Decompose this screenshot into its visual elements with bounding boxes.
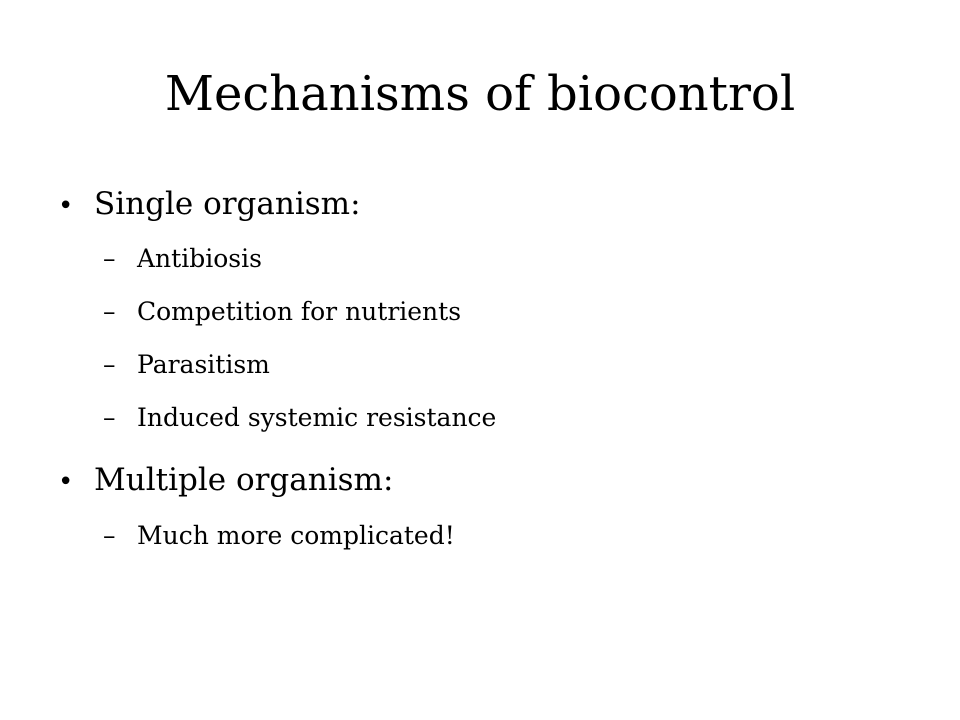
sub-item-text: Competition for nutrients <box>137 297 462 326</box>
sub-item-parasitism <box>103 349 270 381</box>
sub-item-text: Parasitism <box>137 350 270 379</box>
sub-item-complicated <box>103 520 455 552</box>
bullet-marker: • <box>58 191 74 221</box>
dash-marker: – <box>103 350 116 379</box>
bullet-text: Single organism: <box>94 186 361 222</box>
sub-item-text: Much more complicated! <box>137 521 455 550</box>
sub-item-induced-resistance <box>103 402 496 434</box>
bullet-marker: • <box>58 467 74 497</box>
sub-item-text: Antibiosis <box>137 244 262 273</box>
bullet-single-organism <box>58 184 361 226</box>
bullet-multiple-organism <box>58 460 393 502</box>
sub-item-antibiosis <box>103 243 262 275</box>
dash-marker: – <box>103 521 116 550</box>
dash-marker: – <box>103 403 116 432</box>
sub-item-competition <box>103 296 461 328</box>
dash-marker: – <box>103 297 116 326</box>
dash-marker: – <box>103 244 116 273</box>
slide-title: Mechanisms of biocontrol <box>164 66 796 122</box>
sub-item-text: Induced systemic resistance <box>137 403 497 432</box>
bullet-text: Multiple organism: <box>94 462 394 498</box>
